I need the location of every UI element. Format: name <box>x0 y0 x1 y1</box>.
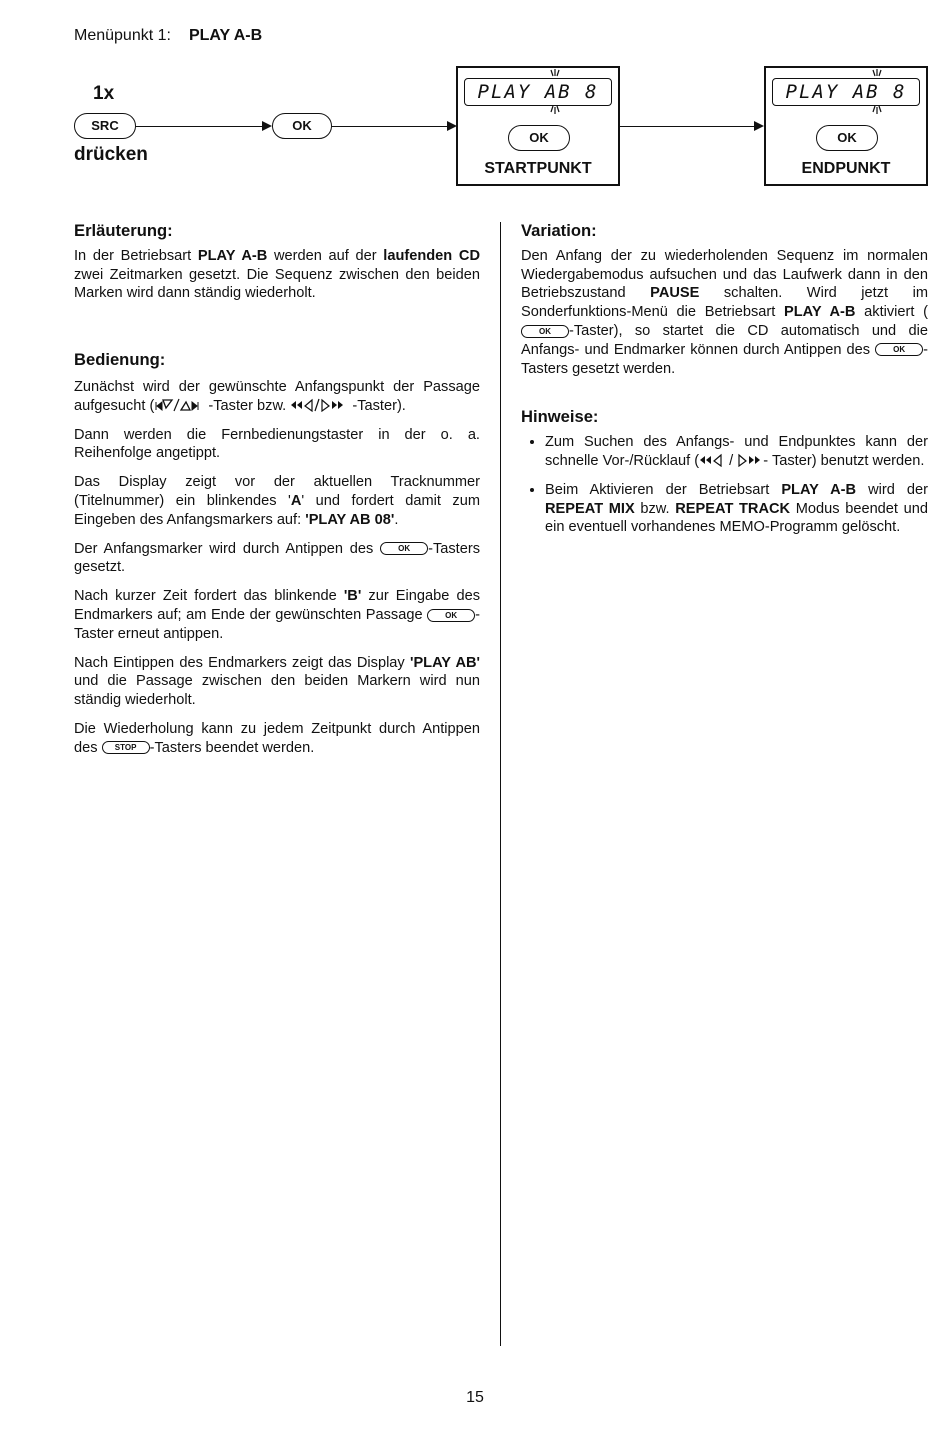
list-item: • Zum Suchen des Anfangs- und Endpunktes kann der schnelle Vor-/Rücklauf ( / - Taster) benutzt werden. <box>545 433 928 471</box>
ok-key-icon: OK <box>427 609 475 622</box>
menu-title: PLAY A-B <box>188 27 263 44</box>
page-number: 15 <box>466 1389 484 1406</box>
paragraph: Die Wiederholung kann zu jedem Zeitpunkt durch Antippen des STOP -Tasters beendet werden. <box>74 720 480 756</box>
flow-arrow-line <box>332 126 448 127</box>
column-divider <box>500 222 501 1346</box>
ok-button: OK <box>816 125 878 151</box>
flow-arrow-line <box>620 126 754 127</box>
flow-arrowhead <box>754 121 764 131</box>
src-button: SRC <box>74 113 136 139</box>
press-count: 1x <box>93 83 115 104</box>
ok-button: OK <box>272 113 332 139</box>
fast-forward-icon <box>737 453 763 467</box>
flow-arrowhead <box>262 121 272 131</box>
paragraph: Zunächst wird der gewünschte Anfangspunkt der Passage aufgesucht ( -Taster bzw. -Taster). <box>74 378 480 414</box>
section-title-erlaeuterung: Erläuterung: <box>74 221 173 240</box>
right-column <box>521 222 928 547</box>
press-label: drücken <box>74 144 148 165</box>
stop-key-icon: STOP <box>102 741 150 754</box>
section-title-variation: Variation: <box>521 221 597 240</box>
flow-arrow-line <box>136 126 262 127</box>
skip-buttons-icon <box>154 398 204 412</box>
hints-list <box>521 433 928 537</box>
page-header <box>74 27 262 45</box>
paragraph: Nach kurzer Zeit fordert das blinkende 'B' zur Eingabe des Endmarkers auf; am Ende der gewünschten Passage OK -Taster erneut antippen. <box>74 588 480 642</box>
search-buttons-icon <box>290 398 348 412</box>
section-title-hinweise: Hinweise: <box>521 407 599 427</box>
list-item: • Beim Aktivieren der Betriebsart PLAY A-B wird der REPEAT MIX bzw. REPEAT TRACK Modus beendet und ein eventuell vorhandenes MEMO-Programm gelöscht. <box>545 481 928 537</box>
paragraph: Nach Eintippen des Endmarkers zeigt das Display 'PLAY AB' und die Passage zwischen den beiden Markern wird nun ständig wiederholt. <box>74 654 480 709</box>
ok-button: OK <box>508 125 570 151</box>
end-label: ENDPUNKT <box>801 160 891 177</box>
ok-key-icon: OK <box>875 343 923 356</box>
end-point-box <box>764 66 928 186</box>
paragraph: In der Betriebsart PLAY A-B werden auf der laufenden CD zwei Zeitmarken gesetzt. Die Sequenz zwischen den beiden Marken wird dann ständig wiederholt. <box>74 247 480 302</box>
section-title-bedienung: Bedienung: <box>74 350 166 370</box>
lcd-display: PLAY AB 8 <box>772 78 920 106</box>
ok-key-icon: OK <box>380 542 428 555</box>
menu-label: Menüpunkt 1: <box>74 27 171 44</box>
rewind-icon <box>699 453 725 467</box>
blink-icon <box>540 68 570 118</box>
left-column <box>74 222 480 768</box>
paragraph: Dann werden die Fernbedienungstaster in der o. a. Reihenfolge angetippt. <box>74 426 480 462</box>
paragraph: Der Anfangsmarker wird durch Antippen des OK -Tasters gesetzt. <box>74 540 480 576</box>
start-label: STARTPUNKT <box>484 160 592 177</box>
paragraph: Das Display zeigt vor der aktuellen Tracknummer (Titelnummer) ein blinkendes 'A' und fordert damit zum Eingeben des Anfangsmarkers auf: 'PLAY AB 08'. <box>74 474 480 528</box>
paragraph: Den Anfang der zu wiederholenden Sequenz im normalen Wiedergabemodus aufsuchen und das Laufwerk dann in den Betriebszustand PAUSE schalten. Wird jetzt im Sonderfunktions-Menü die Betriebsart PLAY A-B aktiviert (OK -Taster), so startet die CD automatisch und die Anfangs- und Endmarker können durch Antippen des OK -Tasters gesetzt werden. <box>521 247 929 377</box>
blink-icon <box>862 68 892 118</box>
start-point-box <box>456 66 620 186</box>
lcd-display: PLAY AB 8 <box>464 78 612 106</box>
ok-key-icon: OK <box>521 325 569 338</box>
